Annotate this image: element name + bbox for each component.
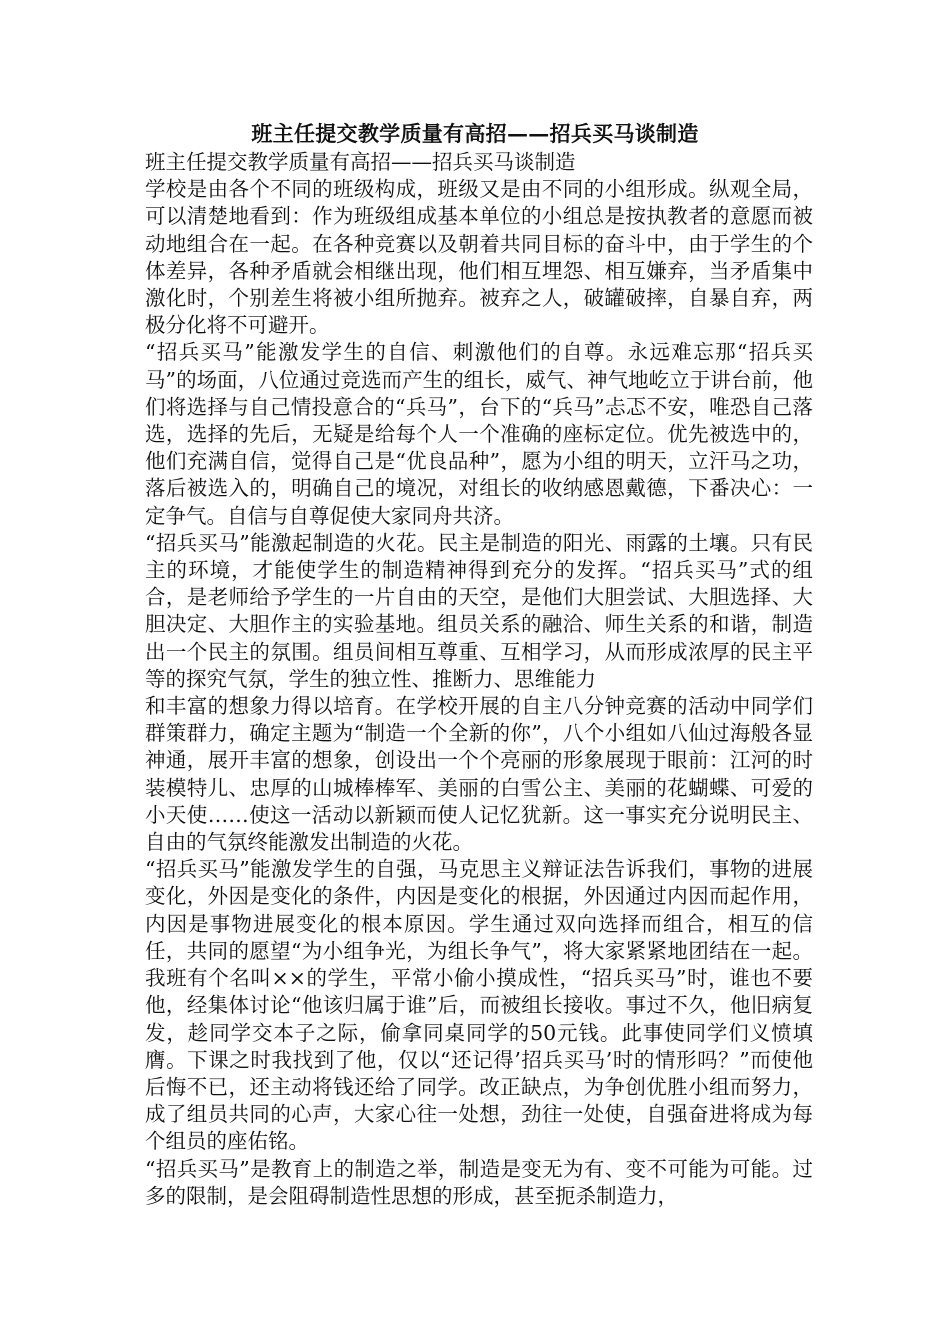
document-body (145, 149, 813, 1210)
paragraph-self-strength: “招兵买马”能激发学生的自强，马克思主义辩证法告诉我们，事物的进展变化，外因是变化的条件，内因是变化的根据，外因通过内因而起作用，内因是事物进展变化的根本原因。学生通过双向选择而组合，相互的信任，共同的愿望“为小组争光，为组长争气”，将大家紧紧地团结在一起。我班有个名叫××的学生，平常小偷小摸成性，“招兵买马”时，谁也不要他，经集体讨论“他该归属于谁”后，而被组长接收。事过不久，他旧病复发，趁同学交本子之际，偷拿同桌同学的50元钱。此事使同学们义愤填膺。下课之时我找到了他，仅以“还记得’招兵买马’时的情形吗？”而使他后悔不已，还主动将钱还给了同学。改正缺点，为争创优胜小组而努力，成了组员共同的心声，大家心往一处想，劲往一处使，自强奋进将成为每个组员的座佑铭。 (145, 857, 813, 1154)
paragraph-innovation: “招兵买马”是教育上的制造之举，制造是变无为有、变不可能为可能。过多的限制，是会阻碍制造性思想的形成，甚至扼杀制造力， (145, 1156, 813, 1208)
paragraph-creativity: “招兵买马”能激起制造的火花。民主是制造的阳光、雨露的土壤。只有民主的环境，才能使学生的制造精神得到充分的发挥。“招兵买马”式的组合，是老师给予学生的一片自由的天空，是他们大胆尝试、大胆选择、大胆决定、大胆作主的实验基地。组员关系的融洽、师生关系的和谐，制造出一个民主的氛围。组员间相互尊重、互相学习，从而形成浓厚的民主平等的探究气氛，学生的独立性、推断力、思维能力 (145, 530, 813, 691)
subtitle-paragraph: 班主任提交教学质量有高招——招兵买马谈制造 (145, 150, 576, 174)
paragraph-intro: 学校是由各个不同的班级构成，班级又是由不同的小组形成。纵观全局，可以清楚地看到：作为班级组成基本单位的小组总是按执教者的意愿而被动地组合在一起。在各种竞赛以及朝着共同目标的奋斗中，由于学生的个体差异，各种矛盾就会相继出现，他们相互埋怨、相互嫌弃，当矛盾集中激化时，个别差生将被小组所抛弃。被弃之人，破罐破摔，自暴自弃，两极分化将不可避开。 (145, 177, 813, 338)
paragraph-confidence: “招兵买马”能激发学生的自信、刺激他们的自尊。永远难忘那“招兵买马”的场面，八位通过竞选而产生的组长，威气、神气地屹立于讲台前，他们将选择与自己情投意合的“兵马”，台下的“兵马”忐忑不安，唯恐自己落选，选择的先后，无疑是给每个人一个准确的座标定位。优先被选中的，他们充满自信，觉得自己是“优良品种”，愿为小组的明天，立汗马之功，落后被选入的，明确自己的境况，对组长的收纳感恩戴德，下番决心：一定争气。自信与自尊促使大家同舟共济。 (145, 340, 813, 528)
document-title: 班主任提交教学质量有高招——招兵买马谈制造 (251, 121, 699, 146)
paragraph-imagination: 和丰富的想象力得以培育。在学校开展的自主八分钟竞赛的活动中同学们群策群力，确定主题为“制造一个全新的你”，八个小组如八仙过海般各显神通，展开丰富的想象，创设出一个个亮丽的形象展现于眼前：江河的时装模特儿、忠厚的山城棒棒军、美丽的白雪公主、美丽的花蝴蝶、可爱的小天使……使这一活动以新颖而使人记忆犹新。这一事实充分说明民主、自由的气氛终能激发出制造的火花。 (145, 694, 813, 855)
